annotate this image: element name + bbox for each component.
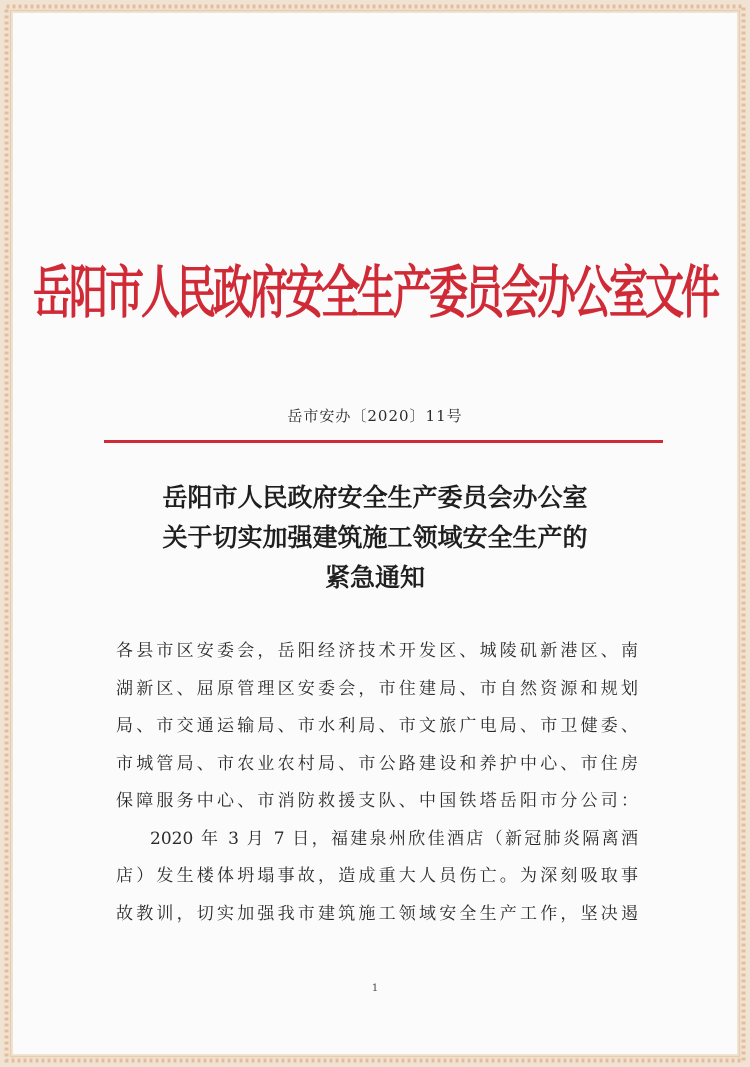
- paragraph-1-line-1: 2020 年 3 月 7 日，福建泉州欣佳酒店（新冠肺炎隔离酒: [150, 828, 638, 849]
- notice-title-line-3: 紧急通知: [324, 563, 425, 592]
- notice-title-line-1: 岳阳市人民政府安全生产委员会办公室: [162, 483, 588, 512]
- recipients-line-3: 局、市交通运输局、市水利局、市文旅广电局、市卫健委、: [116, 716, 638, 736]
- notice-title-line-2: 关于切实加强建筑施工领域安全生产的: [162, 523, 588, 552]
- paragraph-1-line-2: 店）发生楼体坍塌事故，造成重大人员伤亡。为深刻吸取事: [116, 866, 638, 886]
- notice-title: [0, 478, 750, 598]
- document-number: 岳市安办〔2020〕11号: [287, 407, 463, 425]
- page-number: 1: [371, 983, 379, 994]
- notice-body: [116, 633, 638, 933]
- recipients-line-2: 湖新区、屈原管理区安委会，市住建局、市自然资源和规划: [116, 678, 638, 699]
- recipients-line-1: 各县市区安委会，岳阳经济技术开发区、城陵矶新港区、南: [116, 641, 638, 661]
- document-header-title: 岳阳市人民政府安全生产委员会办公室文件: [32, 261, 717, 327]
- red-divider-line: [104, 440, 663, 443]
- paragraph-1-line-3: 故教训，切实加强我市建筑施工领域安全生产工作，坚决遏: [116, 903, 638, 924]
- recipients-line-4: 市城管局、市农业农村局、市公路建设和养护中心、市住房: [116, 753, 638, 774]
- recipients-line-5: 保障服务中心、市消防救援支队、中国铁塔岳阳市分公司：: [116, 791, 638, 811]
